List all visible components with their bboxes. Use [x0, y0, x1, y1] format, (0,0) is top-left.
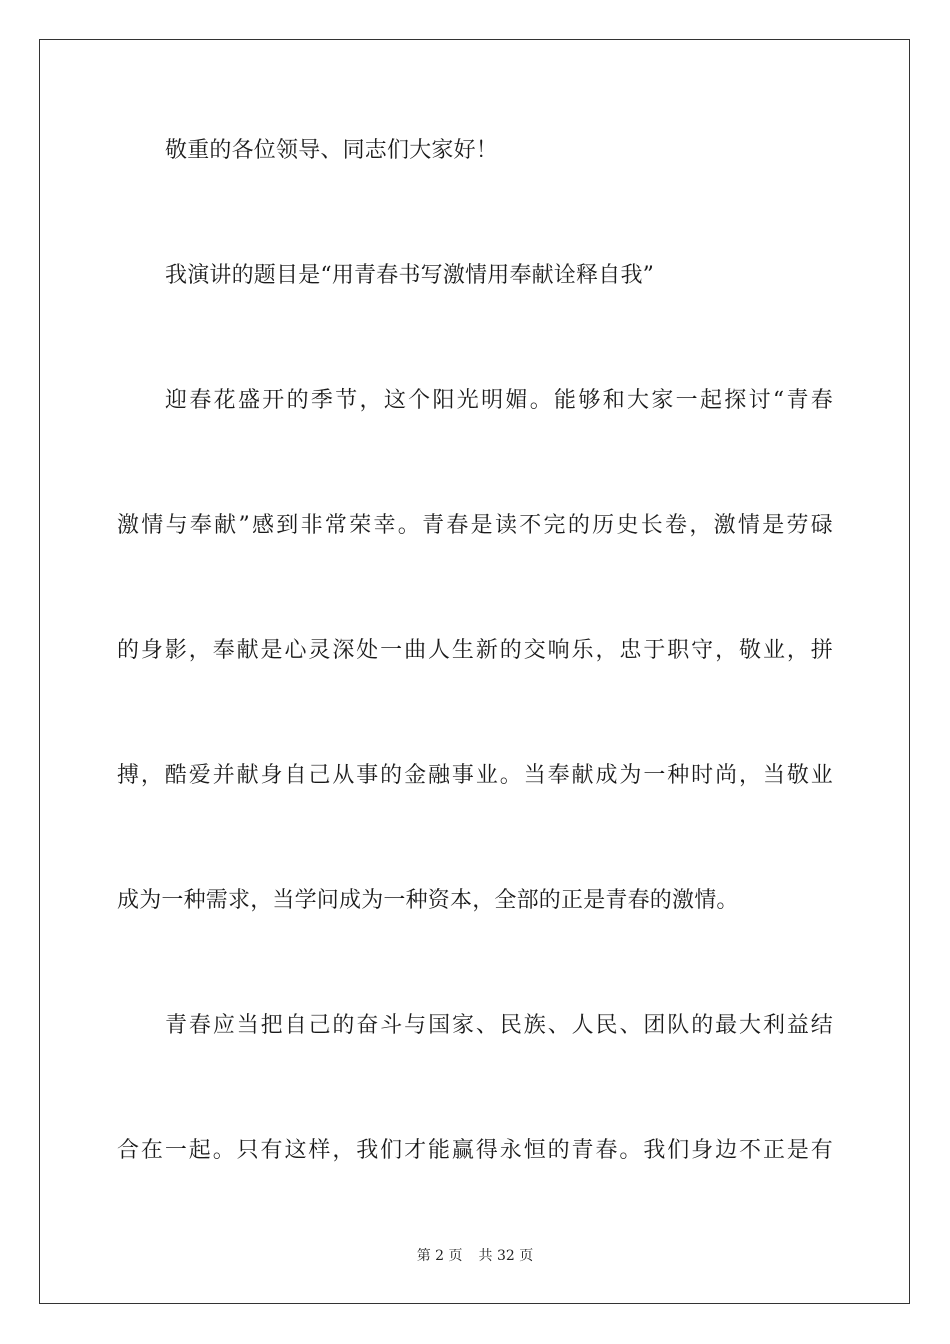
paragraph-line: 激情与奉献”感到非常荣幸。青春是读不完的历史长卷，激情是劳碌: [117, 513, 833, 538]
paragraph-line: 迎春花盛开的季节，这个阳光明媚。能够和大家一起探讨“青春: [165, 388, 833, 413]
page-border: [39, 39, 910, 1304]
page-number: 第 2 页: [416, 1248, 463, 1264]
greeting-line: 敬重的各位领导、同志们大家好！: [165, 138, 499, 163]
paragraph-line: 青春应当把自己的奋斗与国家、民族、人民、团队的最大利益结: [165, 1013, 833, 1038]
page-total: 共 32 页: [478, 1248, 534, 1264]
paragraph-line: 搏，酷爱并献身自己从事的金融事业。当奉献成为一种时尚，当敬业: [117, 763, 833, 788]
paragraph-line: 合在一起。只有这样，我们才能赢得永恒的青春。我们身边不正是有: [117, 1138, 833, 1163]
paragraph-line: 的身影，奉献是心灵深处一曲人生新的交响乐，忠于职守，敬业，拼: [117, 638, 833, 663]
paragraph-line: 成为一种需求，当学问成为一种资本，全部的正是青春的激情。: [117, 888, 739, 913]
speech-title-line: 我演讲的题目是“用青春书写激情用奉献诠释自我”: [165, 263, 655, 288]
page-footer: [0, 1247, 950, 1265]
